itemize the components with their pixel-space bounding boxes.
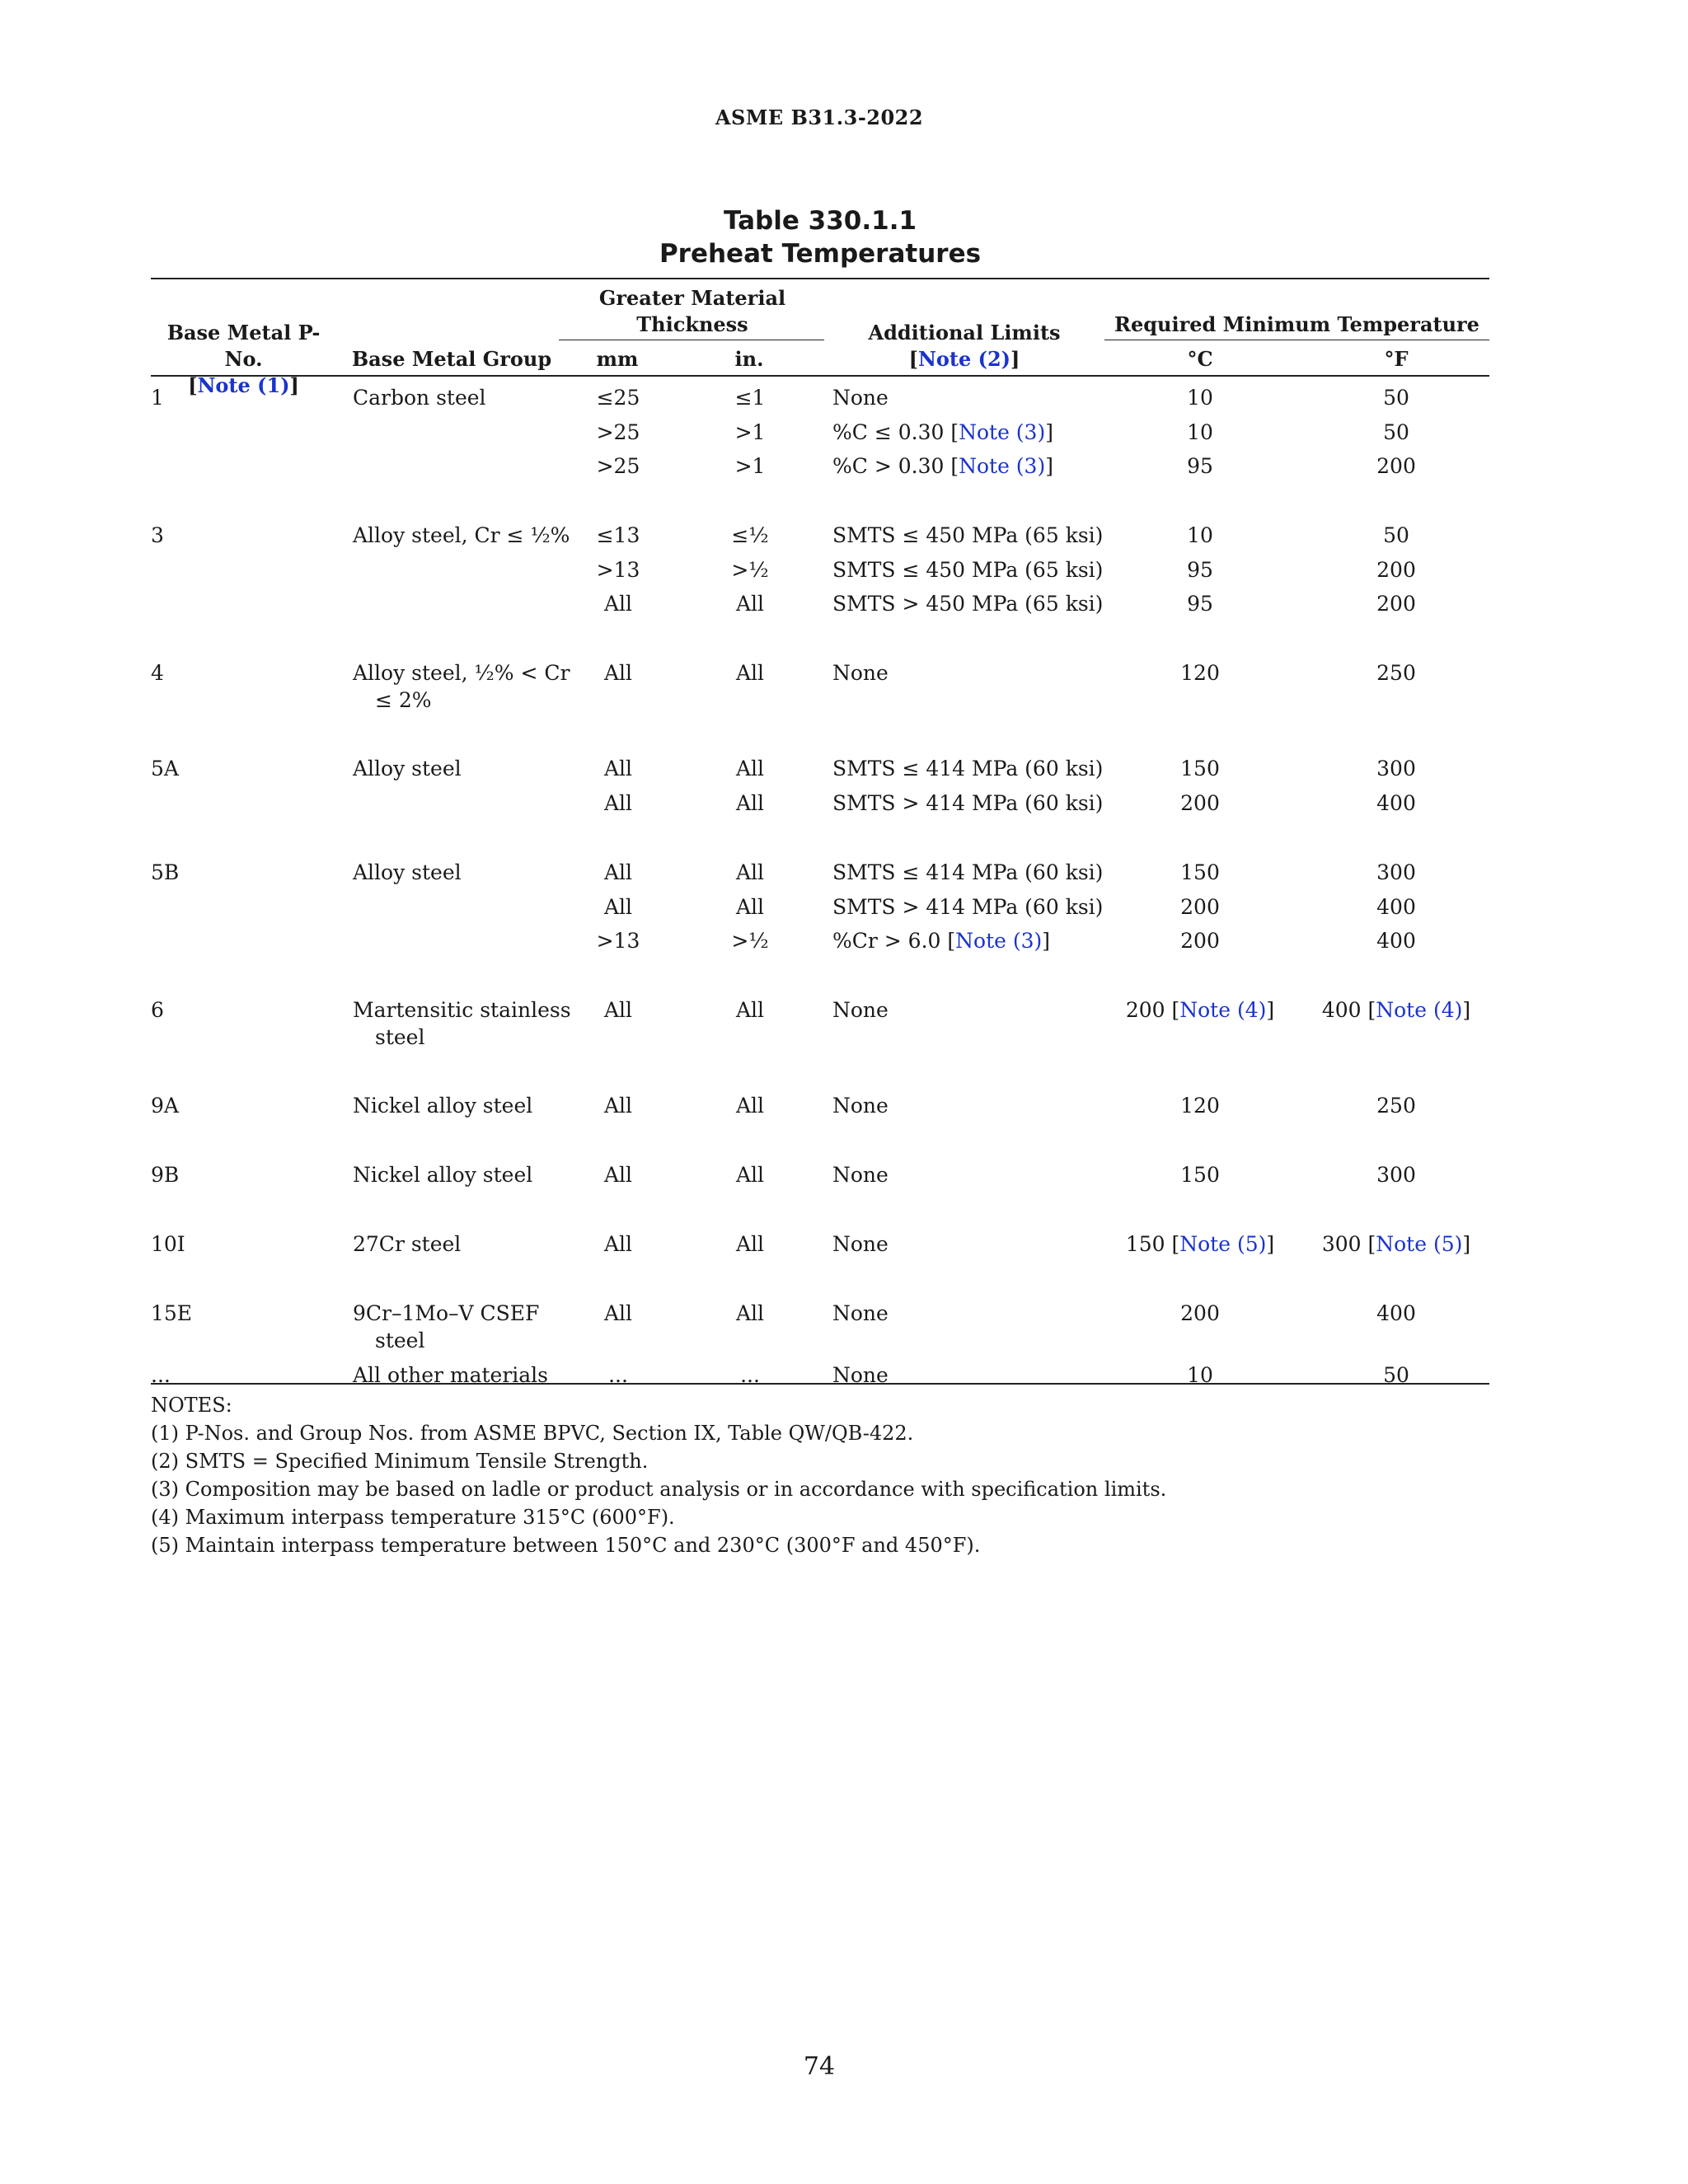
cell-thickness-mm — [567, 1161, 669, 1188]
cell-temp-c-text: 10 — [1187, 386, 1213, 410]
cell-temp-c-text: 200 — [1125, 998, 1165, 1022]
cell-group-text: Carbon steel — [353, 386, 486, 410]
header-bottom-rule — [151, 375, 1489, 377]
cell-pno — [151, 1361, 340, 1389]
header-temperature: Required Minimum Temperature — [1114, 312, 1479, 336]
note-reference-link[interactable]: Note (4) — [1376, 998, 1463, 1022]
cell-temp-c — [1104, 927, 1296, 954]
cell-group — [353, 859, 581, 886]
cell-limits-text: SMTS ≤ 450 MPa (65 ksi) — [832, 523, 1104, 547]
cell-limits — [832, 996, 1104, 1024]
cell-thickness-mm-text: All — [603, 860, 633, 884]
cell-thickness-mm-text: All — [603, 895, 633, 919]
cell-temp-f-text: 200 — [1376, 558, 1416, 582]
cell-limits-text: %C ≤ 0.30 — [832, 420, 945, 444]
cell-limits-text: None — [832, 1301, 889, 1325]
cell-pno-text: 6 — [151, 998, 164, 1022]
header-celsius: °C — [1187, 347, 1213, 371]
cell-temp-f — [1301, 1092, 1492, 1119]
cell-temp-c-text: 95 — [1187, 592, 1213, 616]
cell-thickness-in — [699, 556, 801, 583]
cell-limits: %C ≤ 0.30 [Note (3)] — [832, 420, 1053, 444]
header-group: Base Metal Group — [351, 347, 552, 371]
cell-thickness-in-text: >1 — [734, 454, 766, 478]
cell-thickness-mm — [567, 1361, 669, 1389]
cell-limits — [832, 384, 1104, 411]
cell-temp-f — [1301, 893, 1492, 921]
cell-group-text: Nickel alloy steel — [353, 1094, 533, 1118]
note-reference-link[interactable]: Note (4) — [1179, 998, 1267, 1022]
table-caption: Preheat Temperatures — [659, 239, 982, 269]
cell-temp-c — [1104, 384, 1296, 411]
cell-temp-c-text: 10 — [1187, 523, 1213, 547]
cell-limits-text: None — [832, 1163, 889, 1187]
cell-thickness-mm-text: All — [603, 1163, 633, 1187]
note-reference-link[interactable]: Note (5) — [1376, 1232, 1463, 1256]
cell-limits — [832, 522, 1104, 549]
header-limits — [832, 320, 1096, 373]
cell-temp-f — [1301, 859, 1492, 886]
cell-thickness-in-text: All — [735, 757, 765, 780]
cell-thickness-mm — [567, 1230, 669, 1258]
cell-group — [353, 1230, 581, 1258]
cell-limits — [832, 755, 1104, 782]
cell-temp-c-text: 120 — [1180, 661, 1220, 685]
cell-thickness-mm-text: ≤13 — [596, 523, 640, 547]
table-number: Table 330.1.1 — [723, 206, 917, 236]
cell-limits: %C > 0.30 [Note (3)] — [832, 454, 1053, 478]
cell-thickness-mm-text: All — [603, 757, 633, 780]
cell-group — [353, 659, 581, 714]
cell-thickness-mm — [567, 1092, 669, 1119]
cell-temp-c — [1104, 1361, 1296, 1389]
cell-pno — [151, 755, 340, 782]
note-1-link[interactable]: Note (1) — [197, 373, 290, 397]
cell-thickness-in — [699, 1230, 801, 1258]
cell-pno-text: 1 — [151, 386, 164, 410]
cell-limits-text: SMTS > 414 MPa (60 ksi) — [832, 895, 1104, 919]
cell-pno — [151, 1230, 340, 1258]
cell-thickness-mm — [567, 790, 669, 817]
cell-pno — [151, 384, 340, 411]
cell-temp-c-text: 10 — [1187, 1363, 1213, 1387]
cell-thickness-in — [699, 755, 801, 782]
cell-temp-f-text: 50 — [1383, 420, 1409, 444]
cell-thickness-in-text: ... — [740, 1363, 760, 1387]
running-head: ASME B31.3-2022 — [715, 105, 924, 129]
cell-group — [353, 1361, 581, 1389]
cell-thickness-in — [699, 790, 801, 817]
cell-thickness-in — [699, 927, 801, 954]
cell-group-text: All other materials — [353, 1363, 549, 1387]
cell-thickness-mm — [567, 1300, 669, 1327]
cell-limits — [832, 556, 1104, 583]
cell-thickness-in — [699, 522, 801, 549]
cell-thickness-in — [699, 1092, 801, 1119]
cell-temp-f — [1301, 590, 1492, 617]
cell-pno — [151, 1092, 340, 1119]
cell-group-text: 27Cr steel — [353, 1232, 462, 1256]
cell-limits — [832, 1161, 1104, 1188]
cell-limits — [832, 659, 1104, 687]
cell-thickness-in — [699, 859, 801, 886]
cell-pno — [151, 996, 340, 1024]
cell-thickness-in-text: >½ — [731, 558, 769, 582]
cell-thickness-mm-text: All — [603, 661, 633, 685]
cell-temp-f — [1301, 556, 1492, 583]
cell-temp-c — [1104, 1300, 1296, 1327]
header-limits-note: [Note (2)] — [908, 347, 1020, 371]
cell-thickness-in-text: ≤½ — [731, 523, 769, 547]
cell-temp-c — [1104, 755, 1296, 782]
cell-pno-text: ... — [151, 1363, 171, 1387]
table-top-rule — [151, 278, 1489, 279]
cell-limits-text: None — [832, 1232, 889, 1256]
cell-thickness-in — [699, 659, 801, 687]
cell-thickness-in-text: All — [735, 998, 765, 1022]
cell-limits-text: %C > 0.30 — [832, 454, 945, 478]
cell-pno — [151, 1300, 340, 1327]
cell-pno — [151, 659, 340, 687]
cell-thickness-in-text: All — [735, 661, 765, 685]
cell-temp-f-text: 250 — [1376, 1094, 1416, 1118]
cell-temp-f-text: 200 — [1376, 454, 1416, 478]
cell-thickness-mm — [567, 996, 669, 1024]
cell-limits-text: None — [832, 1363, 889, 1387]
cell-temp-f-text: 400 — [1376, 929, 1416, 953]
cell-thickness-mm-text: All — [603, 1094, 633, 1118]
cell-pno-text: 5B — [151, 860, 180, 884]
cell-temp-c — [1104, 452, 1296, 480]
cell-group-text: Martensitic stainless steel — [353, 998, 571, 1049]
cell-limits — [832, 1361, 1104, 1389]
cell-group — [353, 384, 581, 411]
cell-thickness-in — [699, 1161, 801, 1188]
note-reference-link[interactable]: Note (3) — [959, 454, 1046, 478]
header-thickness: Greater Material Thickness — [598, 286, 786, 336]
cell-limits — [832, 1092, 1104, 1119]
cell-thickness-in-text: All — [735, 1232, 765, 1256]
cell-temp-c-text: 150 — [1180, 1163, 1220, 1187]
cell-thickness-mm — [567, 755, 669, 782]
note-reference-link[interactable]: Note (3) — [959, 420, 1046, 444]
cell-thickness-in — [699, 452, 801, 480]
cell-limits — [832, 590, 1104, 617]
notes — [151, 1391, 1489, 1559]
cell-thickness-mm-text: ≤25 — [596, 386, 640, 410]
cell-limits-text: None — [832, 386, 889, 410]
cell-temp-c — [1104, 1161, 1296, 1188]
cell-group-text: 9Cr–1Mo–V CSEF steel — [353, 1301, 540, 1352]
cell-thickness-in — [699, 1361, 801, 1389]
note-2: (2) SMTS = Specified Minimum Tensile Strength. — [151, 1450, 649, 1473]
cell-temp-c — [1104, 859, 1296, 886]
cell-thickness-mm — [567, 927, 669, 954]
cell-group — [353, 755, 581, 782]
cell-thickness-mm-text: All — [603, 998, 633, 1022]
cell-thickness-in — [699, 384, 801, 411]
cell-limits — [832, 859, 1104, 886]
cell-thickness-mm-text: >25 — [596, 420, 640, 444]
cell-temp-f — [1301, 1300, 1492, 1327]
cell-thickness-in-text: All — [735, 592, 765, 616]
cell-temp-f-text: 300 — [1376, 757, 1416, 780]
cell-thickness-mm — [567, 859, 669, 886]
cell-group-text: Nickel alloy steel — [353, 1163, 533, 1187]
cell-thickness-mm-text: All — [603, 791, 633, 815]
cell-group — [353, 1300, 581, 1354]
cell-temp-f — [1301, 522, 1492, 549]
cell-temp-f — [1301, 1161, 1492, 1188]
cell-temp-f — [1301, 755, 1492, 782]
note-1: (1) P-Nos. and Group Nos. from ASME BPVC, Section IX, Table QW/QB-422. — [151, 1422, 914, 1445]
cell-temp-c-text: 200 — [1180, 1301, 1220, 1325]
cell-thickness-mm-text: All — [603, 1301, 633, 1325]
cell-temp-f: 300 [Note (5)] — [1321, 1232, 1471, 1256]
cell-temp-c — [1104, 556, 1296, 583]
cell-pno-text: 10I — [151, 1232, 185, 1256]
cell-limits — [832, 893, 1104, 921]
notes-heading: NOTES: — [151, 1394, 232, 1417]
cell-temp-c — [1104, 522, 1296, 549]
cell-temp-f-text: 50 — [1383, 1363, 1409, 1387]
cell-limits-text: SMTS ≤ 450 MPa (65 ksi) — [832, 558, 1104, 582]
cell-temp-c — [1104, 419, 1296, 446]
cell-thickness-mm-text: All — [603, 592, 633, 616]
cell-group — [353, 996, 581, 1051]
note-reference-link[interactable]: Note (3) — [955, 929, 1043, 953]
cell-thickness-in-text: >½ — [731, 929, 769, 953]
cell-temp-f-text: 50 — [1383, 523, 1409, 547]
cell-group-text: Alloy steel — [353, 860, 462, 884]
cell-thickness-in-text: >1 — [734, 420, 766, 444]
cell-thickness-in-text: All — [735, 1301, 765, 1325]
cell-temp-c-text: 150 — [1125, 1232, 1165, 1256]
cell-pno-text: 9B — [151, 1163, 180, 1187]
cell-temp-c: 150 [Note (5)] — [1125, 1232, 1275, 1256]
cell-temp-c-text: 200 — [1180, 895, 1220, 919]
cell-temp-f-text: 400 — [1376, 791, 1416, 815]
cell-thickness-mm-text: >13 — [596, 558, 640, 582]
cell-limits-text: None — [832, 661, 889, 685]
cell-pno-text: 15E — [151, 1301, 193, 1325]
cell-pno-text: 3 — [151, 523, 164, 547]
cell-temp-c — [1104, 790, 1296, 817]
cell-temp-c-text: 200 — [1180, 791, 1220, 815]
cell-group-text: Alloy steel, ½% < Cr ≤ 2% — [353, 661, 570, 712]
cell-limits-text: SMTS > 450 MPa (65 ksi) — [832, 592, 1104, 616]
cell-thickness-mm-text: >13 — [596, 929, 640, 953]
cell-temp-f-text: 300 — [1376, 1163, 1416, 1187]
cell-thickness-in-text: All — [735, 1163, 765, 1187]
cell-group — [353, 1092, 581, 1119]
cell-temp-f-text: 200 — [1376, 592, 1416, 616]
cell-thickness-in-text: All — [735, 1094, 765, 1118]
header-limits-label: Additional Limits — [868, 321, 1061, 344]
cell-temp-f — [1301, 659, 1492, 687]
cell-temp-c-text: 95 — [1187, 454, 1213, 478]
cell-temp-c — [1104, 893, 1296, 921]
cell-thickness-in — [699, 893, 801, 921]
cell-limits-text: None — [832, 1094, 889, 1118]
cell-temp-f-text: 400 — [1376, 1301, 1416, 1325]
cell-thickness-mm — [567, 659, 669, 687]
cell-limits-text: SMTS > 414 MPa (60 ksi) — [832, 791, 1104, 815]
page-number: 74 — [803, 2052, 836, 2081]
header-in: in. — [734, 347, 764, 371]
cell-group — [353, 522, 581, 549]
cell-thickness-mm — [567, 590, 669, 617]
cell-limits — [832, 1300, 1104, 1327]
cell-thickness-in — [699, 996, 801, 1024]
cell-group-text: Alloy steel — [353, 757, 462, 780]
cell-thickness-in-text: ≤1 — [734, 386, 766, 410]
cell-limits-text: SMTS ≤ 414 MPa (60 ksi) — [832, 757, 1104, 780]
header-pno-note: [Note (1)] — [188, 373, 299, 397]
cell-temp-c-text: 10 — [1187, 420, 1213, 444]
cell-temp-f-text: 300 — [1376, 860, 1416, 884]
cell-temp-f — [1301, 452, 1492, 480]
cell-temp-f-text: 50 — [1383, 386, 1409, 410]
cell-temp-c-text: 150 — [1180, 757, 1220, 780]
note-5: (5) Maintain interpass temperature between 150°C and 230°C (300°F and 450°F). — [151, 1534, 981, 1557]
cell-pno-text: 5A — [151, 757, 179, 780]
cell-thickness-mm — [567, 384, 669, 411]
cell-thickness-in — [699, 1300, 801, 1327]
cell-temp-c-text: 120 — [1180, 1094, 1220, 1118]
note-3: (3) Composition may be based on ladle or product analysis or in accordance with specification limits. — [151, 1478, 1167, 1501]
cell-temp-f — [1301, 790, 1492, 817]
cell-pno — [151, 522, 340, 549]
cell-thickness-in — [699, 419, 801, 446]
cell-temp-c: 200 [Note (4)] — [1125, 998, 1275, 1022]
cell-temp-f-text: 300 — [1321, 1232, 1362, 1256]
cell-temp-f — [1301, 419, 1492, 446]
cell-thickness-mm — [567, 419, 669, 446]
cell-temp-f — [1301, 384, 1492, 411]
cell-thickness-mm — [567, 893, 669, 921]
cell-pno — [151, 1161, 340, 1188]
cell-pno-text: 9A — [151, 1094, 179, 1118]
cell-thickness-mm-text: >25 — [596, 454, 640, 478]
cell-thickness-mm — [567, 556, 669, 583]
note-reference-link[interactable]: Note (5) — [1179, 1232, 1267, 1256]
cell-thickness-in — [699, 590, 801, 617]
cell-temp-c — [1104, 590, 1296, 617]
table-title — [151, 204, 1489, 270]
cell-thickness-in-text: All — [735, 860, 765, 884]
cell-thickness-mm-text: All — [603, 1232, 633, 1256]
cell-temp-f-text: 250 — [1376, 661, 1416, 685]
cell-group-text: Alloy steel, Cr ≤ ½% — [353, 523, 570, 547]
cell-limits-text: None — [832, 998, 889, 1022]
cell-limits — [832, 1230, 1104, 1258]
cell-temp-f: 400 [Note (4)] — [1321, 998, 1471, 1022]
header-fahrenheit: °F — [1384, 347, 1409, 371]
cell-temp-f-text: 400 — [1376, 895, 1416, 919]
cell-limits: %Cr > 6.0 [Note (3)] — [832, 929, 1051, 953]
cell-thickness-mm — [567, 522, 669, 549]
cell-limits-text: SMTS ≤ 414 MPa (60 ksi) — [832, 860, 1104, 884]
note-4: (4) Maximum interpass temperature 315°C (600°F). — [151, 1506, 675, 1529]
cell-pno — [151, 859, 340, 886]
cell-group — [353, 1161, 581, 1188]
cell-temp-c-text: 95 — [1187, 558, 1213, 582]
header-mm: mm — [596, 347, 639, 371]
cell-temp-c — [1104, 1092, 1296, 1119]
cell-pno-text: 4 — [151, 661, 164, 685]
cell-thickness-mm — [567, 452, 669, 480]
header-pno-label: Base Metal P-No. — [166, 321, 321, 371]
cell-limits — [832, 790, 1104, 817]
cell-thickness-mm-text: ... — [608, 1363, 628, 1387]
cell-temp-f — [1301, 1361, 1492, 1389]
cell-temp-f — [1301, 927, 1492, 954]
cell-temp-c — [1104, 659, 1296, 687]
cell-thickness-in-text: All — [735, 791, 765, 815]
cell-thickness-in-text: All — [735, 895, 765, 919]
note-2-link[interactable]: Note (2) — [917, 347, 1011, 371]
cell-temp-c-text: 200 — [1180, 929, 1220, 953]
cell-limits-text: %Cr > 6.0 — [832, 929, 941, 953]
cell-temp-c-text: 150 — [1180, 860, 1220, 884]
cell-temp-f-text: 400 — [1321, 998, 1362, 1022]
